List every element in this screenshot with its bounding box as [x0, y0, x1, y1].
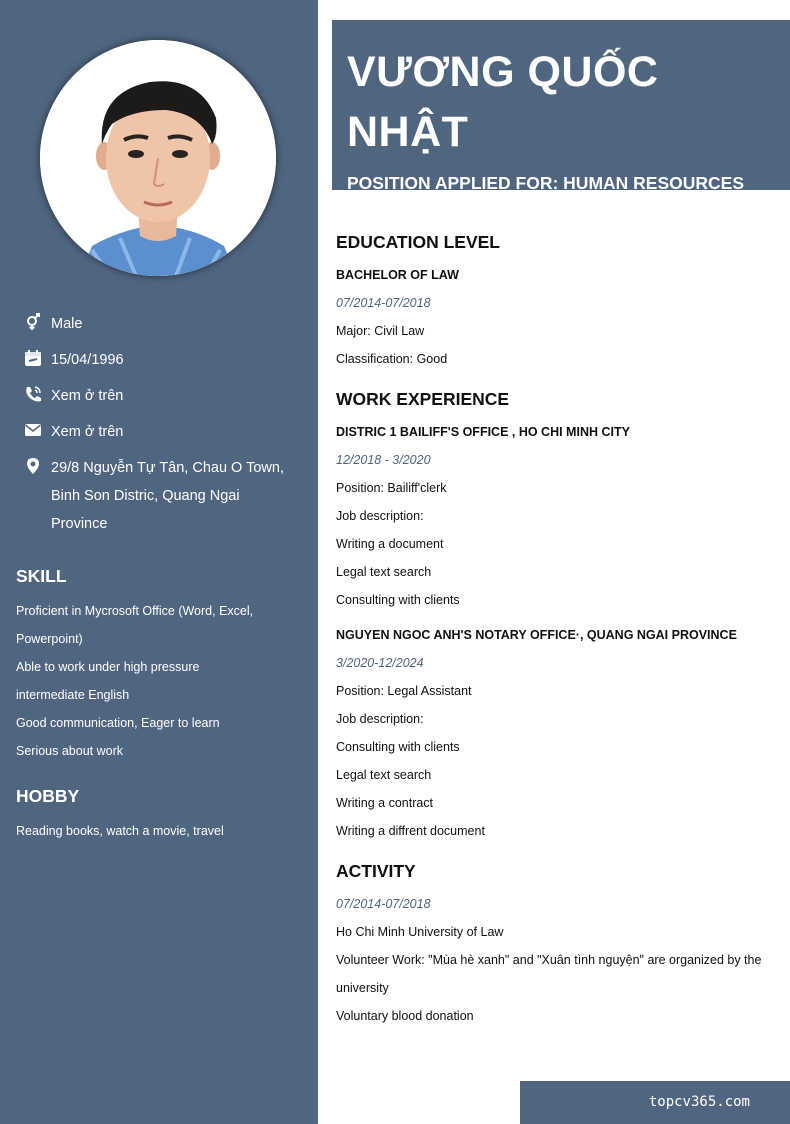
header-banner: [332, 20, 790, 223]
education-line: Major: Civil Law: [336, 324, 425, 338]
degree-title: BACHELOR OF LAW: [336, 268, 459, 282]
birthday-row: [24, 346, 294, 374]
job-line: Consulting with clients: [336, 740, 460, 754]
job-date: 12/2018 - 3/2020: [336, 453, 431, 467]
activity-line: Voluntary blood donation: [336, 1009, 474, 1023]
candidate-name: VƯƠNG QUỐC NHẬT: [347, 48, 659, 156]
address-value: 29/8 Nguyễn Tự Tân, Chau O Town, Binh Son Distric, Quang Ngai Province: [51, 460, 284, 532]
watermark-text: topcv365.com: [648, 1094, 750, 1110]
experience-heading: WORK EXPERIENCE: [336, 389, 510, 409]
email-icon: [24, 421, 42, 439]
activity-date: 07/2014-07/2018: [336, 897, 431, 911]
activity-section: [336, 855, 776, 1030]
phone-icon: [24, 385, 42, 403]
job-line: Position: Legal Assistant: [336, 684, 472, 698]
sidebar: [0, 0, 318, 1124]
activity-line: Volunteer Work: "Mùa hè xanh" and "Xuân tình nguyện" are organized by the university: [336, 953, 762, 995]
footer-bar: [520, 1081, 790, 1124]
gender-value: Male: [51, 316, 83, 332]
personal-info: [24, 310, 294, 546]
job-entry: [336, 621, 776, 845]
experience-section: [336, 383, 776, 845]
skill-item: Able to work under high pressure: [16, 660, 200, 674]
job-date: 3/2020-12/2024: [336, 656, 424, 670]
job-line: Job description:: [336, 712, 424, 726]
hobby-text: Reading books, watch a movie, travel: [16, 824, 224, 838]
skill-item: Good communication, Eager to learn: [16, 716, 220, 730]
job-line: Writing a document: [336, 537, 444, 551]
location-icon: [24, 457, 42, 475]
email-value: Xem ở trên: [51, 424, 124, 440]
skill-item: intermediate English: [16, 688, 130, 702]
main-content: [336, 226, 776, 1030]
job-title: NGUYEN NGOC ANH'S NOTARY OFFICE·, QUANG NGAI PROVINCE: [336, 628, 737, 642]
phone-value: Xem ở trên: [51, 388, 124, 404]
job-line: Writing a contract: [336, 796, 434, 810]
job-line: Legal text search: [336, 565, 432, 579]
education-heading: EDUCATION LEVEL: [336, 232, 500, 252]
skill-item: Proficient in Mycrosoft Office (Word, Excel, Powerpoint): [16, 604, 254, 646]
gender-icon: [24, 313, 42, 331]
job-title: DISTRIC 1 BAILIFF'S OFFICE , HO CHI MINH CITY: [336, 425, 630, 439]
phone-row: [24, 382, 294, 410]
position-applied: POSITION APPLIED FOR: HUMAN RESOURCES OFFICER: [347, 173, 745, 223]
job-line: Position: Bailiff'clerk: [336, 481, 447, 495]
skill-list: [16, 597, 301, 765]
job-line: Consulting with clients: [336, 593, 460, 607]
skill-item: Serious about work: [16, 744, 124, 758]
birthday-value: 15/04/1996: [51, 352, 124, 368]
calendar-icon: [24, 349, 42, 367]
job-line: Job description:: [336, 509, 424, 523]
profile-photo: [40, 40, 276, 276]
hobby-heading: HOBBY: [16, 786, 80, 806]
activity-line: Ho Chi Minh University of Law: [336, 925, 504, 939]
job-line: Writing a diffrent document: [336, 824, 485, 838]
education-line: Classification: Good: [336, 352, 448, 366]
job-entry: [336, 418, 776, 614]
skill-heading: SKILL: [16, 566, 67, 586]
education-section: [336, 226, 776, 373]
address-row: [24, 454, 294, 538]
gender-row: [24, 310, 294, 338]
education-date: 07/2014-07/2018: [336, 296, 431, 310]
job-line: Legal text search: [336, 768, 432, 782]
activity-heading: ACTIVITY: [336, 861, 416, 881]
email-row: [24, 418, 294, 446]
